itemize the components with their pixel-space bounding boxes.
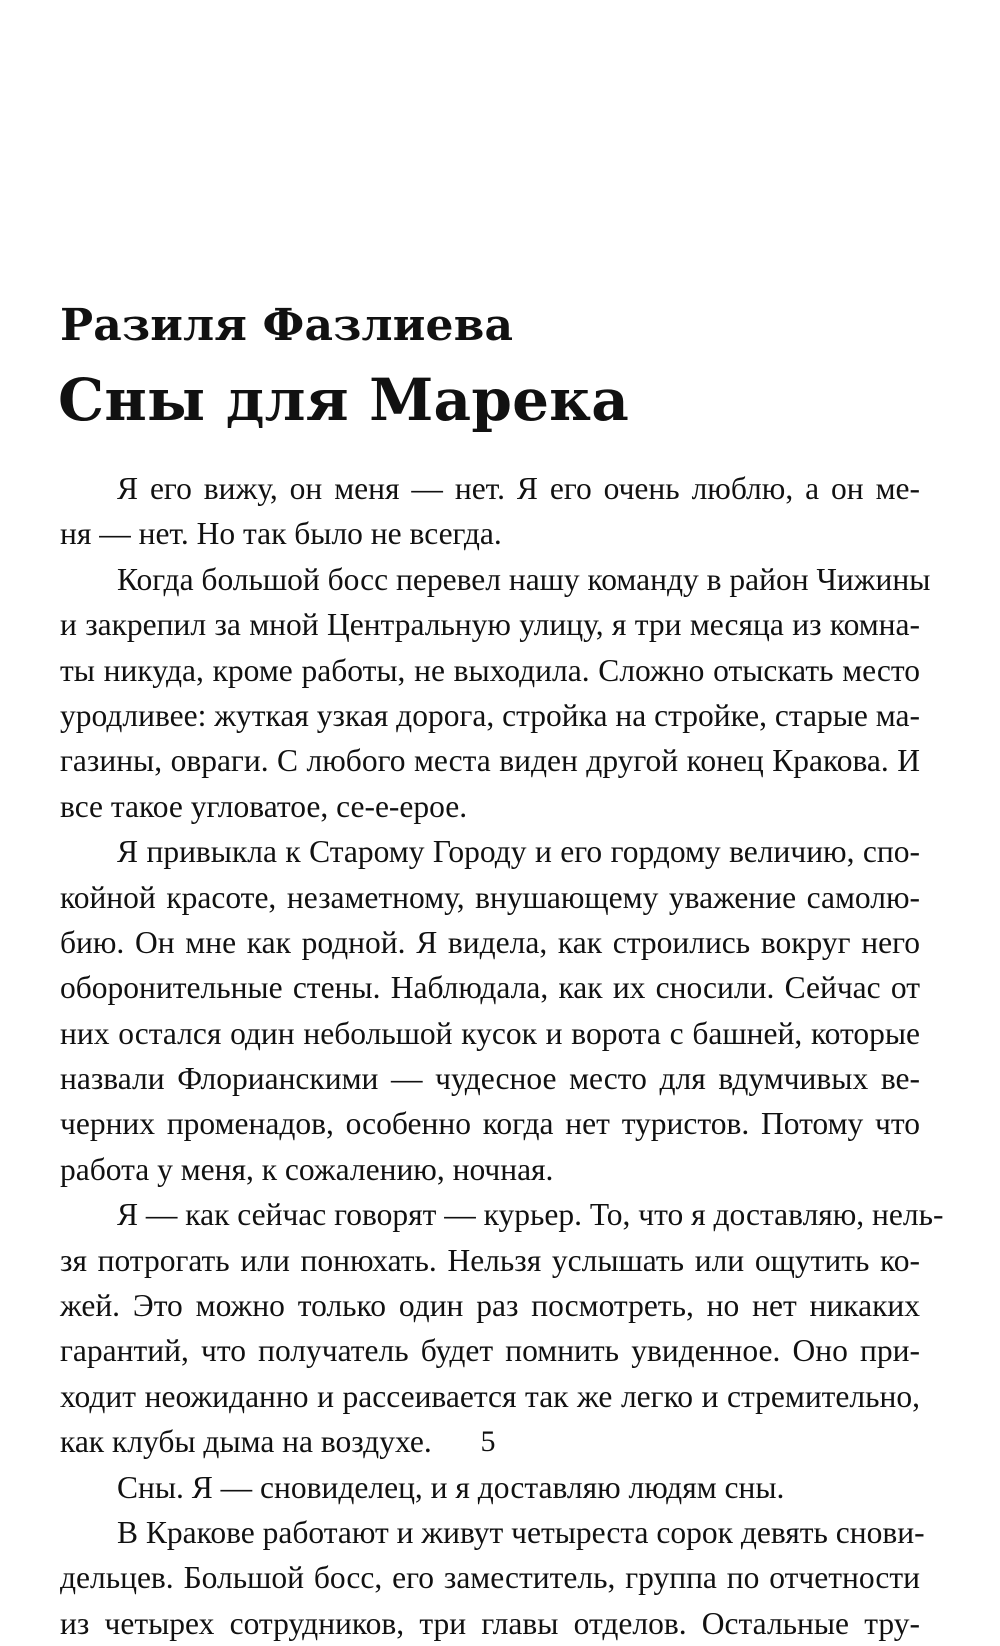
text-line: Когда большой босс перевел нашу команду в район Чижины <box>117 561 931 597</box>
text-line: работа у меня, к сожалению, ночная. <box>60 1151 554 1187</box>
text-line: и закрепил за мной Центральную улицу, я три месяца из комна- <box>60 607 920 643</box>
text-line: Я его вижу, он меня — нет. Я его очень люблю, а он ме- <box>117 471 920 506</box>
text-line: Я — как сейчас говорят — курьер. То, что я доставляю, нель- <box>117 1197 944 1233</box>
text-line: назвали Флорианскими — чудесное место для вдумчивых ве- <box>60 1061 920 1097</box>
story-text <box>60 466 944 1646</box>
text-line: уродливее: жуткая узкая дорога, стройка на стройке, старые ма- <box>60 697 920 733</box>
text-line: койной красоте, незаметному, внушающему уважение самолю- <box>60 879 920 915</box>
text-line: гарантий, что получатель будет помнить увиденное. Оно при- <box>60 1333 920 1369</box>
text-line: дельцев. Большой босс, его заместитель, группа по отчетности <box>60 1560 920 1596</box>
story-title: Сны для Марека <box>58 366 630 434</box>
text-line: газины, овраги. С любого места виден другой конец Кракова. И <box>60 743 920 779</box>
text-line: Я привыкла к Старому Городу и его гордому величию, спо- <box>117 834 920 870</box>
author-name: Разиля Фазлиева <box>60 300 514 351</box>
text-line: бию. Он мне как родной. Я видела, как строились вокруг него <box>60 924 920 960</box>
text-line: как клубы дыма на воздухе. <box>60 1424 432 1460</box>
text-line: ты никуда, кроме работы, не выходила. Сложно отыскать место <box>60 652 920 688</box>
text-line: жей. Это можно только один раз посмотреть, но нет никаких <box>60 1288 920 1324</box>
text-line: ня — нет. Но так было не всегда. <box>60 516 502 552</box>
text-line: Сны. Я — сновиделец, и я доставляю людям сны. <box>117 1469 785 1505</box>
text-line: ходит неожиданно и рассеивается так же легко и стремительно, <box>60 1378 920 1414</box>
text-line: В Кракове работают и живут четыреста сорок девять снови- <box>117 1514 925 1550</box>
text-line: оборонительные стены. Наблюдала, как их сносили. Сейчас от <box>60 970 920 1006</box>
text-line: из четырех сотрудников, три главы отделов. Остальные тру- <box>60 1605 920 1641</box>
text-line: них остался один небольшой кусок и ворота с башней, которые <box>60 1015 920 1051</box>
text-line: черних променадов, особенно когда нет туристов. Потому что <box>60 1106 920 1142</box>
text-line: все такое угловатое, се-е-ерое. <box>60 788 468 824</box>
page-number: 5 <box>480 1425 496 1458</box>
text-line: зя потрогать или понюхать. Нельзя услышать или ощутить ко- <box>60 1242 920 1278</box>
